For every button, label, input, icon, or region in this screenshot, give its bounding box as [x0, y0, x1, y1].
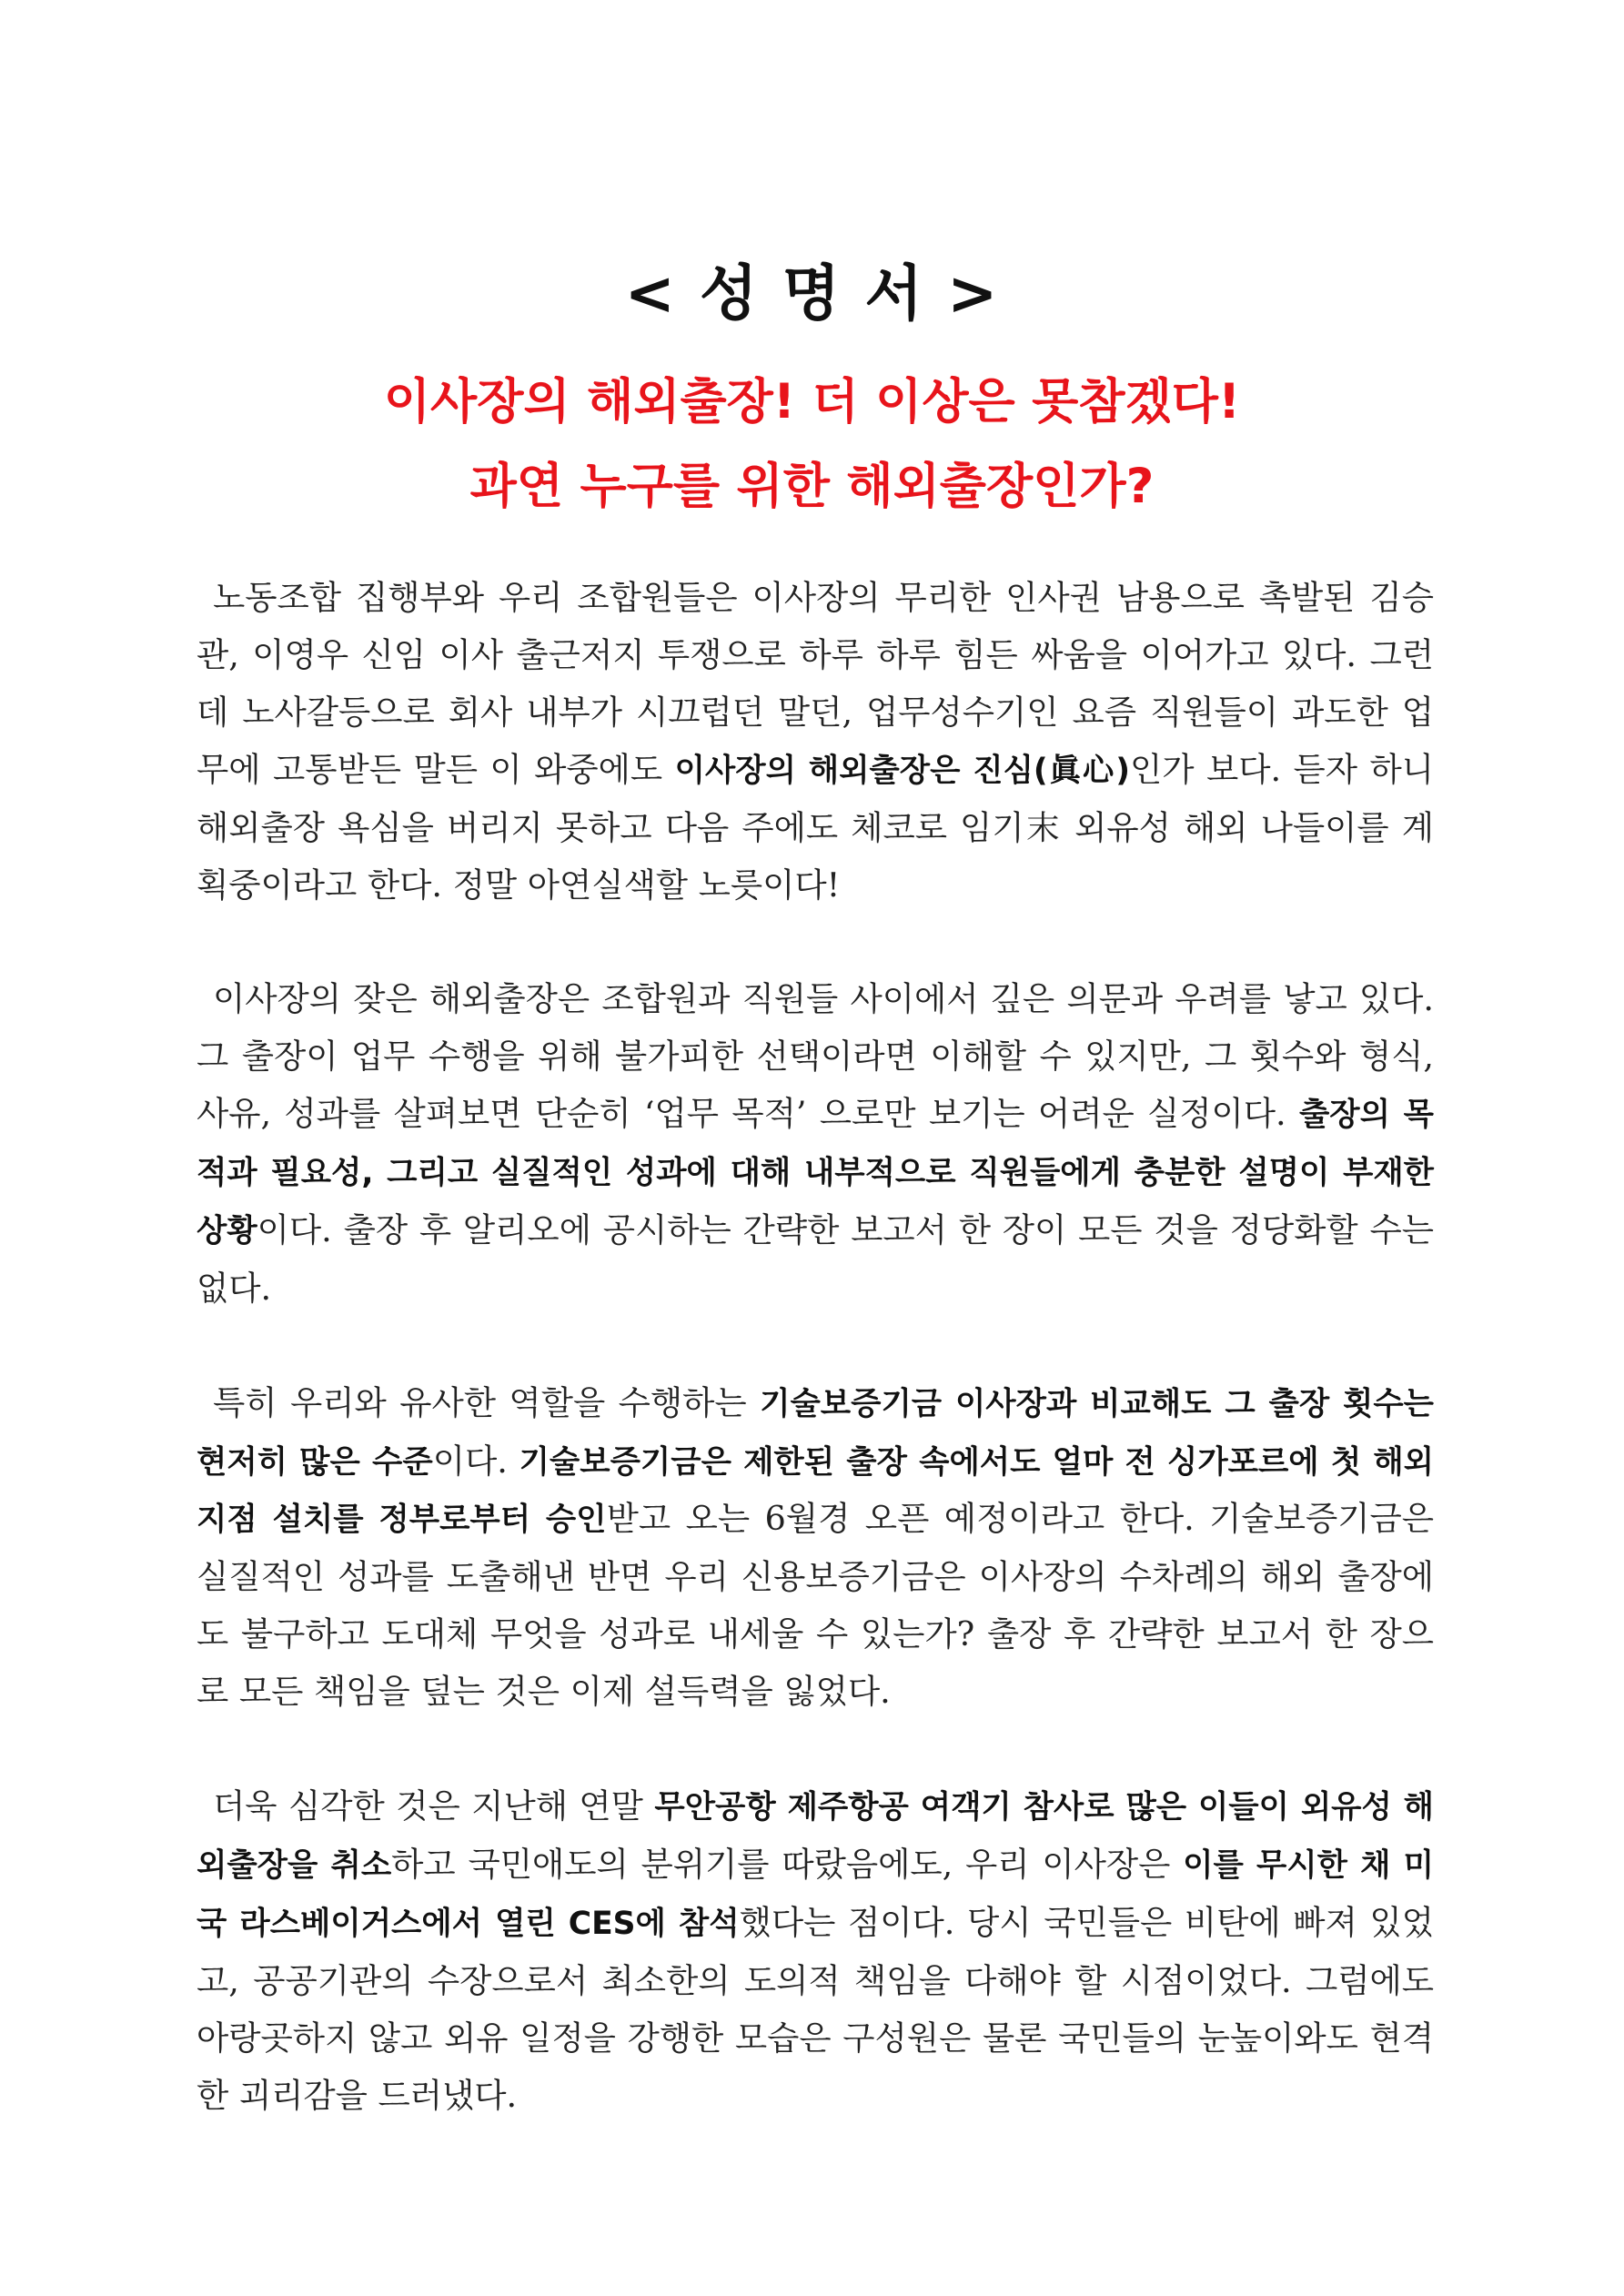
headline-line-1: 이사장의 해외출장! 더 이상은 못참겠다!	[383, 374, 1241, 430]
emphasis-text: 기술보증기금 이사장과 비교해도 그 출장 횟수는 현저히 많은 수준	[197, 1385, 1434, 1481]
paragraph-text: 노동조합 집행부와 우리 조합원들은 이사장의 무리한 인사권 남용으로 촉발된 김승관, 이영우 신임 이사 출근저지 투쟁으로 하루 하루 힘든 싸움을 이어가고 있다. 그런데 노사갈등으로 회사 내부가 시끄럽던 말던, 업무성수기인 요즘 직원들이 과도한 업무에 고통받든 말든 이 와중에도	[197, 578, 1434, 789]
paragraph-text: 더욱 심각한 것은 지난해 연말	[213, 1785, 655, 1826]
statement-body	[197, 570, 1434, 2124]
emphasis-text: 기술보증기금은 제한된 출장 속에서도 얼마 전 싱가포르에 첫 해외지점 설치를 정부로부터 승인	[197, 1443, 1435, 1539]
emphasis-text: 이를 무시한 채 미국 라스베이거스에서 열린 CES에 참석	[197, 1846, 1434, 1942]
paragraph-text: 이다. 출장 후 알리오에 공시하는 간략한 보고서 한 장이 모든 것을 정당화할 수는 없다.	[197, 1209, 1434, 1308]
paragraph-text: 이사장의 잦은 해외출장은 조합원과 직원들 사이에서 깊은 의문과 우려를 낳고 있다. 그 출장이 업무 수행을 위해 불가피한 선택이라면 이해할 수 있지만, 그 횟수와 형식, 사유, 성과를 살펴보면 단순히 ‘업무 목적’ 으로만 보기는 어려운 실정이다.	[197, 979, 1434, 1134]
headline-line-2: 과연 누구를 위한 해외출장인가?	[469, 459, 1155, 514]
paragraph-text: 인가 보다. 듣자 하니 해외출장 욕심을 버리지 못하고 다음 주에도 체코로 임기末 외유성 해외 나들이를 계획중이라고 한다. 정말 아연실색할 노릇이다!	[197, 749, 1434, 905]
paragraph-text: 특히 우리와 유사한 역할을 수행하는	[213, 1382, 761, 1422]
paragraph-1	[197, 570, 1434, 914]
paragraph-text: 하고 국민애도의 분위기를 따랐음에도, 우리 이사장은	[391, 1844, 1184, 1884]
paragraph-2	[197, 971, 1434, 1317]
paragraph-text: 했다는 점이다. 당시 국민들은 비탄에 빠져 있었고, 공공기관의 수장으로서 최소한의 도의적 책임을 다해야 할 시점이었다. 그럼에도 아랑곳하지 않고 외유 일정을 강행한 모습은 구성원은 물론 국민들의 눈높이와도 현격한 괴리감을 드러냈다.	[197, 1902, 1434, 2115]
paragraph-3	[197, 1375, 1434, 1721]
emphasis-text: 이사장의 해외출장은 진심(眞心)	[674, 752, 1130, 789]
document-title: < 성 명 서 >	[624, 258, 1000, 329]
paragraph-4	[197, 1778, 1434, 2124]
emphasis-text: 출장의 목적과 필요성, 그리고 실질적인 성과에 대해 내부적으로 직원들에게 충분한 설명이 부재한 상황	[197, 1097, 1434, 1249]
paragraph-text: 받고 오는 6월경 오픈 예정이라고 한다. 기술보증기금은 실질적인 성과를 도출해낸 반면 우리 신용보증기금은 이사장의 수차례의 해외 출장에도 불구하고 도대체 무엇을 성과로 내세울 수 있는가? 출장 후 간략한 보고서 한 장으로 모든 책임을 덮는 것은 이제 설득력을 잃었다.	[197, 1499, 1434, 1712]
paragraph-text: 이다.	[432, 1441, 519, 1481]
emphasis-text: 무안공항 제주항공 여객기 참사로 많은 이들이 외유성 해외출장을 취소	[197, 1788, 1434, 1884]
